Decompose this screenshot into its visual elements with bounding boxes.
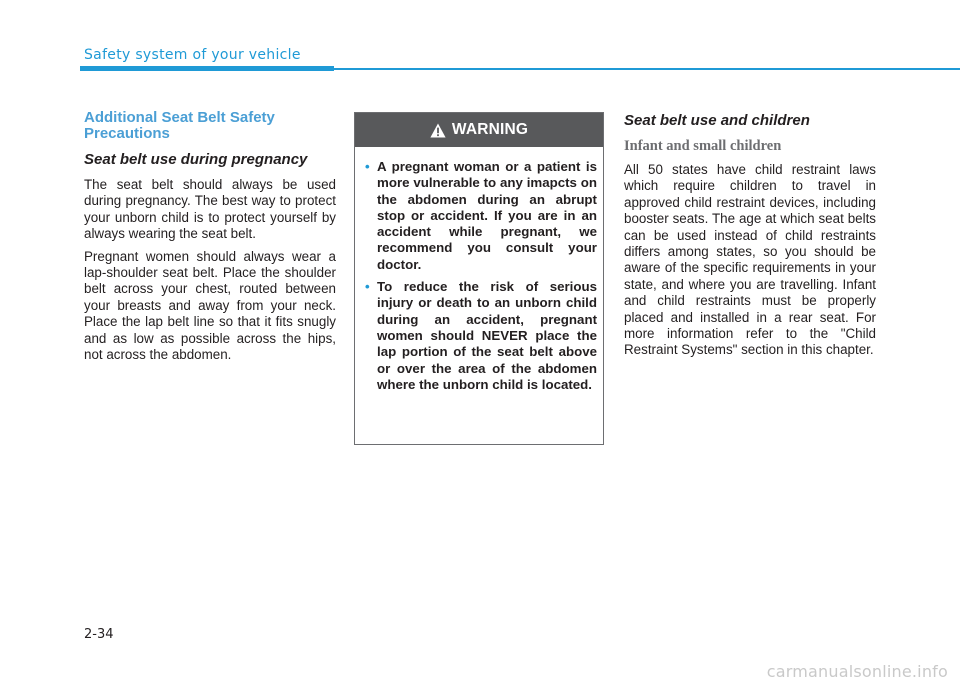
page-number: 2-34 xyxy=(84,627,114,642)
paragraph: The seat belt should always be used during pregnancy. The best way to protect your unborn child is to protect yourself by always wearing the seat belt. xyxy=(84,177,336,242)
warning-label: WARNING xyxy=(451,121,529,138)
subheading-infant: Infant and small children xyxy=(624,138,782,154)
right-column xyxy=(624,110,876,365)
header-rule-thick xyxy=(80,66,334,71)
warning-triangle-icon xyxy=(430,123,446,138)
bullet-icon: • xyxy=(365,279,370,295)
bullet-icon: • xyxy=(365,159,370,174)
warning-list xyxy=(355,147,603,393)
warning-header xyxy=(355,113,603,147)
section-title: Additional Seat Belt Safety Precautions xyxy=(84,109,275,142)
warning-box xyxy=(354,112,604,445)
paragraph: Pregnant women should always wear a lap-shoulder seat belt. Place the shoulder belt across your chest, routed between your breasts and away from your neck. Place the lap belt line so that it fits snugly and as low as possible across the hips, not across the abdomen. xyxy=(84,248,336,363)
left-column xyxy=(84,110,336,369)
subsection-title-pregnancy: Seat belt use during pregnancy xyxy=(84,151,308,168)
warning-item xyxy=(365,159,597,273)
warning-item-text: To reduce the risk of serious injury or death to an unborn child during an accident, pregnant women should NEVER place the lap portion of the seat belt above or over the area of the abdomen where the unborn child is located. xyxy=(377,279,597,392)
warning-item xyxy=(365,279,597,393)
subsection-title-children: Seat belt use and children xyxy=(624,112,810,129)
section-header-title: Safety system of your vehicle xyxy=(84,47,301,63)
header-rule-thin xyxy=(334,68,960,70)
warning-item-text: A pregnant woman or a patient is more vulnerable to any imapcts on the abdomen during an abrupt stop or accident. If you are in an accident while pregnant, we recommend you consult your doctor. xyxy=(377,159,597,272)
paragraph: All 50 states have child restraint laws which require children to travel in approved child restraint devices, including booster seats. The age at which seat belts can be used instead of child restraints differs among states, so you should be aware of the specific requirements in your state, and where you are travelling. Infant and child restraints must be properly placed and installed in a rear seat. For more information refer to the "Child Restraint Systems" section in this chapter. xyxy=(624,162,876,358)
watermark: carmanualsonline.info xyxy=(766,662,948,681)
